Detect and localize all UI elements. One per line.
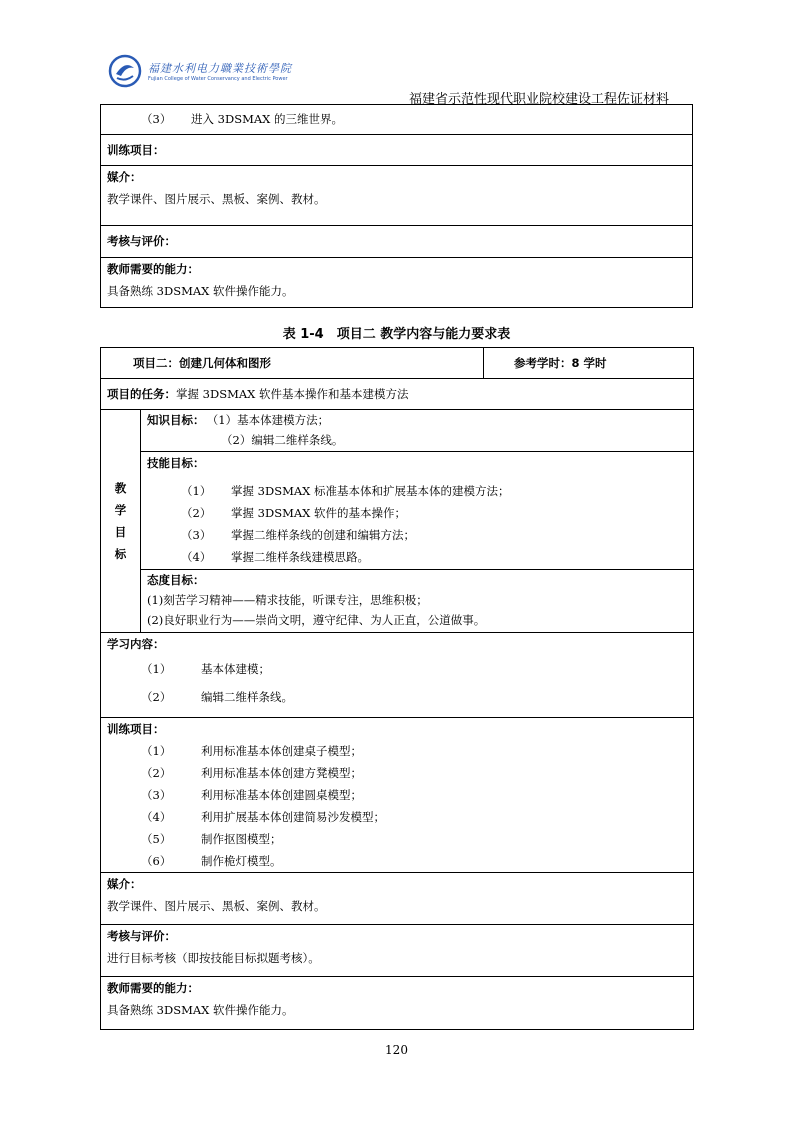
project-name-cell: [101, 348, 484, 379]
teaching-goals-side-label: 教 学 目 标: [101, 410, 141, 633]
table-caption: 表 1-4 项目二 教学内容与能力要求表: [282, 327, 511, 342]
project-two-table: [100, 347, 694, 1030]
section-label: 考核与评价：: [107, 234, 176, 248]
training-text: 利用标准基本体创建桌子模型；: [201, 744, 362, 758]
knowledge-item: （1）基本体建模方法；: [212, 413, 330, 427]
prev-media-cell: [101, 166, 693, 226]
training-number: （4）: [141, 810, 172, 824]
document-header-title: 福建省示范性现代职业院校建设工程佐证材料: [408, 92, 669, 107]
learning-number: （2）: [141, 690, 172, 704]
section-label: 教师需要的能力：: [107, 262, 199, 276]
learning-content-cell: [101, 633, 694, 718]
training-text: 利用标准基本体创建圆桌模型；: [201, 788, 362, 802]
item-text: 进入 3DSMAX 的三维世界。: [191, 112, 343, 126]
prev-ability-cell: [101, 258, 693, 308]
skill-number: （3）: [181, 528, 212, 542]
knowledge-label: 知识目标：: [147, 413, 205, 427]
previous-project-table: [100, 104, 693, 308]
knowledge-item: （2）编辑二维样条线。: [221, 433, 344, 447]
attitude-label: 态度目标：: [147, 573, 205, 587]
media-text: 教学课件、图片展示、黑板、案例、教材。: [107, 899, 326, 913]
training-number: （3）: [141, 788, 172, 802]
project-hours-cell: [484, 348, 694, 379]
task-text: 掌握 3DSMAX 软件基本操作和基本建模方法: [176, 387, 409, 401]
college-logo: [108, 54, 292, 94]
learning-label: 学习内容：: [107, 637, 165, 651]
teacher-ability-cell: [101, 977, 694, 1030]
logo-text: 福建水利电力職業技術學院: [148, 62, 292, 75]
section-text: 教学课件、图片展示、黑板、案例、教材。: [107, 192, 326, 206]
item-number: （3）: [141, 112, 172, 126]
training-text: 制作桅灯模型。: [201, 854, 282, 868]
skill-text: 掌握 3DSMAX 标准基本体和扩展基本体的建模方法；: [231, 484, 510, 498]
attitude-item: (2)良好职业行为——崇尚文明，遵守纪律、为人正直，公道做事。: [147, 613, 486, 627]
task-label: 项目的任务：: [107, 387, 176, 401]
skill-number: （4）: [181, 550, 212, 564]
project-task-cell: [101, 379, 694, 410]
skill-text: 掌握二维样条线的创建和编辑方法；: [231, 528, 415, 542]
assessment-label: 考核与评价：: [107, 929, 176, 943]
assessment-cell: [101, 925, 694, 977]
media-label: 媒介：: [107, 877, 142, 891]
training-number: （2）: [141, 766, 172, 780]
training-number: （1）: [141, 744, 172, 758]
section-label: 媒介：: [107, 170, 142, 184]
skill-text: 掌握二维样条线建模思路。: [231, 550, 369, 564]
training-text: 制作抠图模型；: [201, 832, 282, 846]
knowledge-goals-cell: [141, 410, 694, 452]
learning-number: （1）: [141, 662, 172, 676]
logo-subtitle: Fujian College of Water Conservancy and Electric Power: [148, 76, 288, 82]
section-label: 训练项目：: [107, 143, 165, 157]
skill-text: 掌握 3DSMAX 软件的基本操作；: [231, 506, 406, 520]
prev-training-cell: [101, 135, 693, 166]
training-label: 训练项目：: [107, 722, 165, 736]
training-number: （6）: [141, 854, 172, 868]
section-text: 具备熟练 3DSMAX 软件操作能力。: [107, 284, 294, 298]
training-text: 利用扩展基本体创建简易沙发模型；: [201, 810, 385, 824]
page-number: 120: [385, 1043, 408, 1057]
media-cell: [101, 873, 694, 925]
training-number: （5）: [141, 832, 172, 846]
project-hours: 参考学时：8 学时: [514, 356, 607, 370]
prev-learning-item-cell: [101, 104, 693, 135]
ability-label: 教师需要的能力：: [107, 981, 199, 995]
attitude-goals-cell: [141, 570, 694, 633]
skill-number: （1）: [181, 484, 212, 498]
assessment-text: 进行目标考核（即按技能目标拟题考核）。: [107, 951, 320, 965]
skill-goals-cell: [141, 452, 694, 570]
logo-emblem-icon: [108, 54, 142, 88]
ability-text: 具备熟练 3DSMAX 软件操作能力。: [107, 1003, 294, 1017]
skill-label: 技能目标：: [147, 456, 205, 470]
training-text: 利用标准基本体创建方凳模型；: [201, 766, 362, 780]
skill-number: （2）: [181, 506, 212, 520]
learning-text: 编辑二维样条线。: [201, 690, 293, 704]
project-name: 项目二：创建几何体和图形: [133, 356, 271, 370]
attitude-item: (1)刻苦学习精神——精求技能，听课专注，思维积极；: [147, 593, 428, 607]
prev-assess-cell: [101, 226, 693, 258]
learning-text: 基本体建模；: [201, 662, 270, 676]
training-projects-cell: [101, 718, 694, 873]
